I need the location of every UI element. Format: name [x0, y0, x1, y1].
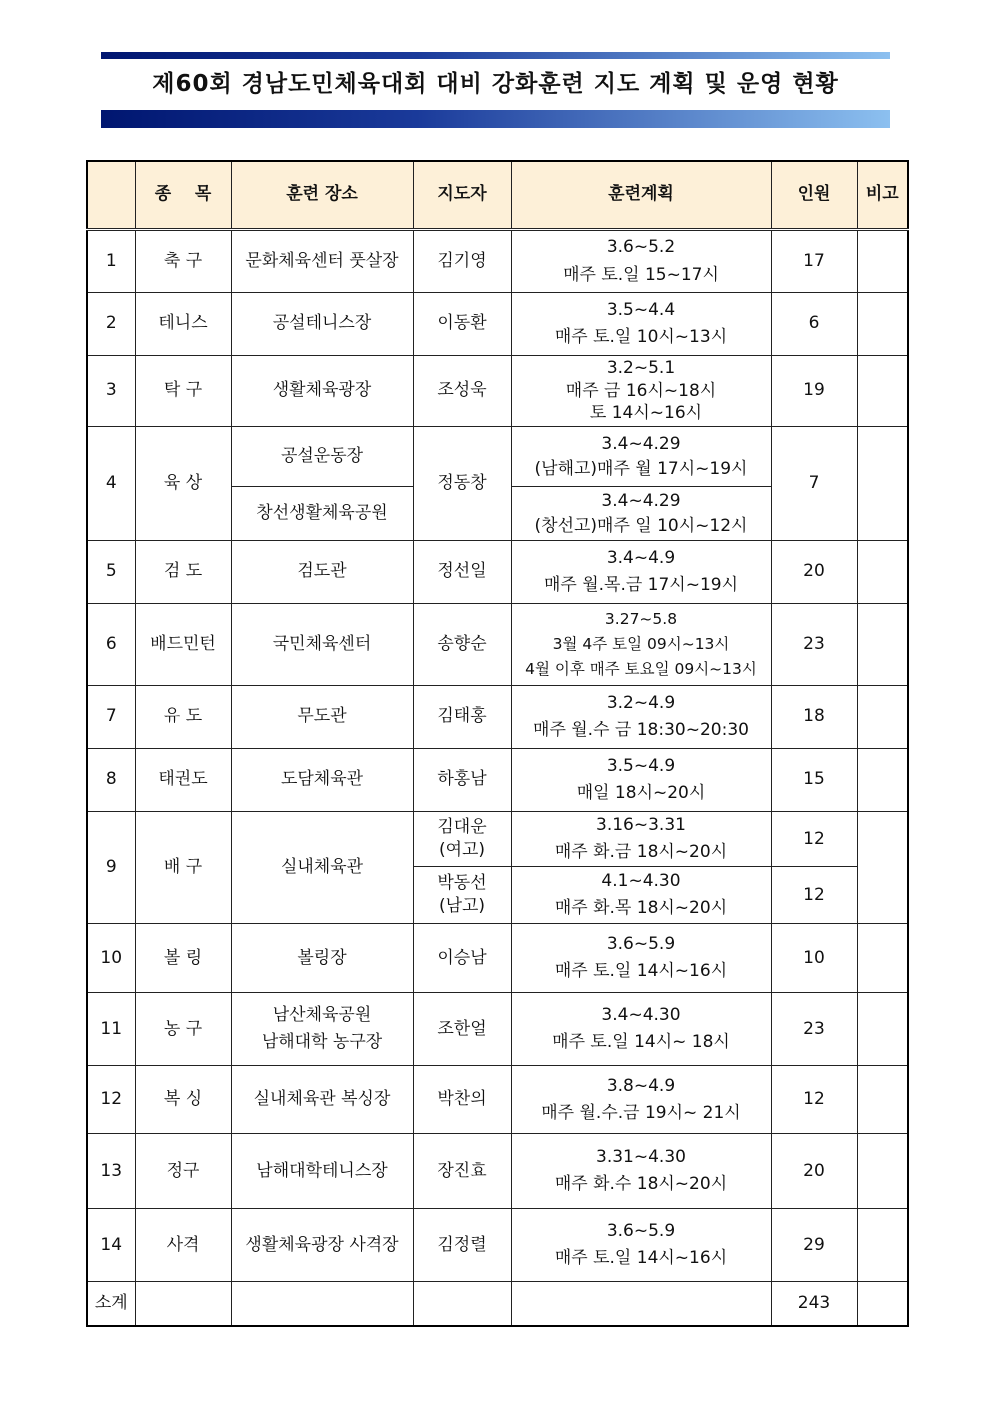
header-sport: 종 목	[135, 161, 231, 230]
row-number: 5	[87, 541, 135, 604]
coach-school: (남고)	[438, 896, 486, 917]
training-plan	[511, 541, 771, 604]
note	[857, 293, 908, 356]
plan-time: (남해고)매주 월 17시~19시	[534, 458, 748, 479]
participant-count: 18	[771, 686, 857, 749]
table-row	[87, 427, 908, 487]
plan-time: 3월 4주 토일 09시~13시	[552, 635, 730, 654]
sport-name: 복 싱	[135, 1066, 231, 1134]
sport-name: 볼 링	[135, 924, 231, 993]
plan-time: 매주 화.금 18시~20시	[554, 842, 728, 863]
venue	[231, 993, 413, 1066]
sport-name: 정구	[135, 1134, 231, 1209]
venue: 공설테니스장	[231, 293, 413, 356]
sport-name: 테니스	[135, 293, 231, 356]
row-number: 6	[87, 604, 135, 686]
plan-time: 매주 월.목.금 17시~19시	[543, 575, 739, 595]
note	[857, 924, 908, 993]
row-number: 11	[87, 993, 135, 1066]
plan-period: 3.4~4.9	[606, 547, 676, 568]
note	[857, 541, 908, 604]
training-plan	[511, 867, 771, 924]
venue: 국민체육센터	[231, 604, 413, 686]
coach-name: 박동선	[437, 873, 487, 894]
plan-time: 매주 월.수.금 19시~ 21시	[541, 1102, 741, 1123]
participant-count: 19	[771, 356, 857, 427]
coach: 하홍남	[413, 749, 511, 812]
sport-name: 탁 구	[135, 356, 231, 427]
note	[857, 1134, 908, 1209]
training-plan	[511, 487, 771, 541]
plan-time-2: 4월 이후 매주 토요일 09시~13시	[525, 659, 757, 678]
header-count: 인원	[771, 161, 857, 230]
sport-name: 배 구	[135, 812, 231, 924]
note	[857, 686, 908, 749]
note	[857, 1066, 908, 1134]
venue: 남해대학테니스장	[231, 1134, 413, 1209]
participant-count: 10	[771, 924, 857, 993]
plan-time: 매주 금 16시~18시	[565, 380, 717, 401]
venue-line-2: 남해대학 농구장	[261, 1032, 383, 1053]
coach: 장진효	[413, 1134, 511, 1209]
training-plan	[511, 1066, 771, 1134]
venue-line: 남산체육공원	[272, 1005, 372, 1026]
venue: 실내체육관 복싱장	[231, 1066, 413, 1134]
venue: 생활체육광장	[231, 356, 413, 427]
venue: 검도관	[231, 541, 413, 604]
table-row	[87, 1134, 908, 1209]
plan-period: 3.6~5.9	[606, 934, 676, 955]
plan-time: 매주 토.일 14시~ 18시	[552, 1032, 730, 1053]
plan-period: 3.5~4.9	[606, 755, 676, 776]
note	[857, 604, 908, 686]
coach: 정동창	[413, 427, 511, 541]
coach: 조한얼	[413, 993, 511, 1066]
empty-cell	[413, 1282, 511, 1326]
plan-period: 3.6~5.9	[606, 1221, 676, 1242]
header-venue: 훈련 장소	[231, 161, 413, 230]
plan-time: 매주 월.수 금 18:30~20:30	[533, 720, 749, 740]
table-row	[87, 812, 908, 867]
plan-period: 4.1~4.30	[601, 871, 681, 892]
row-number: 7	[87, 686, 135, 749]
note	[857, 812, 908, 924]
empty-cell	[231, 1282, 413, 1326]
venue: 문화체육센터 풋살장	[231, 230, 413, 293]
table-row	[87, 924, 908, 993]
note	[857, 1209, 908, 1282]
venue: 볼링장	[231, 924, 413, 993]
plan-period: 3.16~3.31	[596, 815, 686, 835]
table-row	[87, 1066, 908, 1134]
participant-count: 12	[771, 867, 857, 924]
note	[857, 427, 908, 541]
participant-count: 20	[771, 1134, 857, 1209]
sport-name: 농 구	[135, 993, 231, 1066]
coach: 김기영	[413, 230, 511, 293]
note	[857, 230, 908, 293]
venue: 무도관	[231, 686, 413, 749]
row-number: 8	[87, 749, 135, 812]
table-row	[87, 604, 908, 686]
sport-name: 유 도	[135, 686, 231, 749]
venue: 공설운동장	[231, 427, 413, 487]
table-row	[87, 686, 908, 749]
participant-count: 20	[771, 541, 857, 604]
plan-time: 매주 토.일 14시~16시	[554, 961, 728, 982]
header-row	[87, 161, 908, 230]
row-number: 12	[87, 1066, 135, 1134]
total-row	[87, 1282, 908, 1326]
plan-time: 매주 토.일 10시~13시	[554, 327, 728, 347]
row-number: 9	[87, 812, 135, 924]
header-note: 비고	[857, 161, 908, 230]
plan-time: 매주 토.일 15~17시	[563, 264, 719, 285]
table-row	[87, 1209, 908, 1282]
row-number: 1	[87, 230, 135, 293]
plan-time: 매주 화.수 18시~20시	[554, 1174, 728, 1195]
coach-name: 김대운	[437, 817, 487, 838]
total-label: 소계	[87, 1282, 135, 1326]
row-number: 13	[87, 1134, 135, 1209]
row-number: 10	[87, 924, 135, 993]
training-plan	[511, 993, 771, 1066]
plan-time: 매주 화.목 18시~20시	[554, 898, 728, 919]
plan-period: 3.4~4.30	[601, 1005, 681, 1026]
coach: 김태홍	[413, 686, 511, 749]
sport-name: 사격	[135, 1209, 231, 1282]
row-number: 14	[87, 1209, 135, 1282]
coach: 정선일	[413, 541, 511, 604]
participant-count: 23	[771, 604, 857, 686]
table-row	[87, 293, 908, 356]
plan-period: 3.8~4.9	[606, 1075, 676, 1096]
total-count: 243	[771, 1282, 857, 1326]
sport-name: 축 구	[135, 230, 231, 293]
participant-count: 15	[771, 749, 857, 812]
participant-count: 6	[771, 293, 857, 356]
empty-cell	[511, 1282, 771, 1326]
table-row	[87, 993, 908, 1066]
coach	[413, 867, 511, 924]
row-number: 3	[87, 356, 135, 427]
coach: 이동환	[413, 293, 511, 356]
note	[857, 356, 908, 427]
header-coach: 지도자	[413, 161, 511, 230]
table-row	[87, 749, 908, 812]
participant-count: 7	[771, 427, 857, 541]
plan-period: 3.4~4.29	[601, 433, 681, 454]
row-number: 4	[87, 427, 135, 541]
venue: 실내체육관	[231, 812, 413, 924]
venue: 창선생활체육공원	[231, 487, 413, 541]
title-block	[101, 52, 890, 128]
row-number: 2	[87, 293, 135, 356]
coach: 김정렬	[413, 1209, 511, 1282]
table-row	[87, 230, 908, 293]
training-plan-table	[86, 160, 909, 1327]
training-plan	[511, 1134, 771, 1209]
training-plan	[511, 924, 771, 993]
training-plan	[511, 356, 771, 427]
sport-name: 육 상	[135, 427, 231, 541]
coach: 박찬의	[413, 1066, 511, 1134]
training-plan	[511, 427, 771, 487]
coach	[413, 812, 511, 867]
note	[857, 993, 908, 1066]
table-row	[87, 356, 908, 427]
title-bar-bottom	[101, 110, 890, 128]
training-plan	[511, 812, 771, 867]
note	[857, 749, 908, 812]
training-plan	[511, 604, 771, 686]
training-plan	[511, 293, 771, 356]
page-title: 제60회 경남도민체육대회 대비 강화훈련 지도 계획 및 운영 현황	[152, 71, 839, 97]
coach: 송향순	[413, 604, 511, 686]
plan-time: (창선고)매주 일 10시~12시	[534, 515, 748, 536]
plan-period: 3.2~4.9	[606, 692, 676, 713]
plan-period: 3.31~4.30	[596, 1147, 686, 1168]
venue: 생활체육광장 사격장	[231, 1209, 413, 1282]
training-plan	[511, 686, 771, 749]
header-no	[87, 161, 135, 230]
title-bar-top	[101, 52, 890, 59]
plan-period: 3.6~5.2	[606, 237, 676, 258]
plan-period: 3.27~5.8	[604, 610, 678, 629]
coach: 조성욱	[413, 356, 511, 427]
sport-name: 검 도	[135, 541, 231, 604]
plan-period: 3.5~4.4	[606, 299, 676, 320]
plan-period: 3.4~4.29	[601, 490, 681, 511]
note	[857, 1282, 908, 1326]
venue: 도담체육관	[231, 749, 413, 812]
sport-name: 태권도	[135, 749, 231, 812]
participant-count: 17	[771, 230, 857, 293]
plan-time: 매일 18시~20시	[576, 783, 706, 803]
table-row	[87, 541, 908, 604]
coach: 이승남	[413, 924, 511, 993]
participant-count: 12	[771, 812, 857, 867]
training-plan	[511, 749, 771, 812]
empty-cell	[135, 1282, 231, 1326]
plan-time-2: 토 14시~16시	[589, 403, 703, 424]
plan-period: 3.2~5.1	[606, 357, 676, 378]
header-plan: 훈련계획	[511, 161, 771, 230]
training-plan	[511, 1209, 771, 1282]
training-plan	[511, 230, 771, 293]
coach-school: (여고)	[438, 840, 486, 861]
participant-count: 12	[771, 1066, 857, 1134]
plan-time: 매주 토.일 14시~16시	[554, 1248, 728, 1269]
participant-count: 29	[771, 1209, 857, 1282]
participant-count: 23	[771, 993, 857, 1066]
sport-name: 배드민턴	[135, 604, 231, 686]
